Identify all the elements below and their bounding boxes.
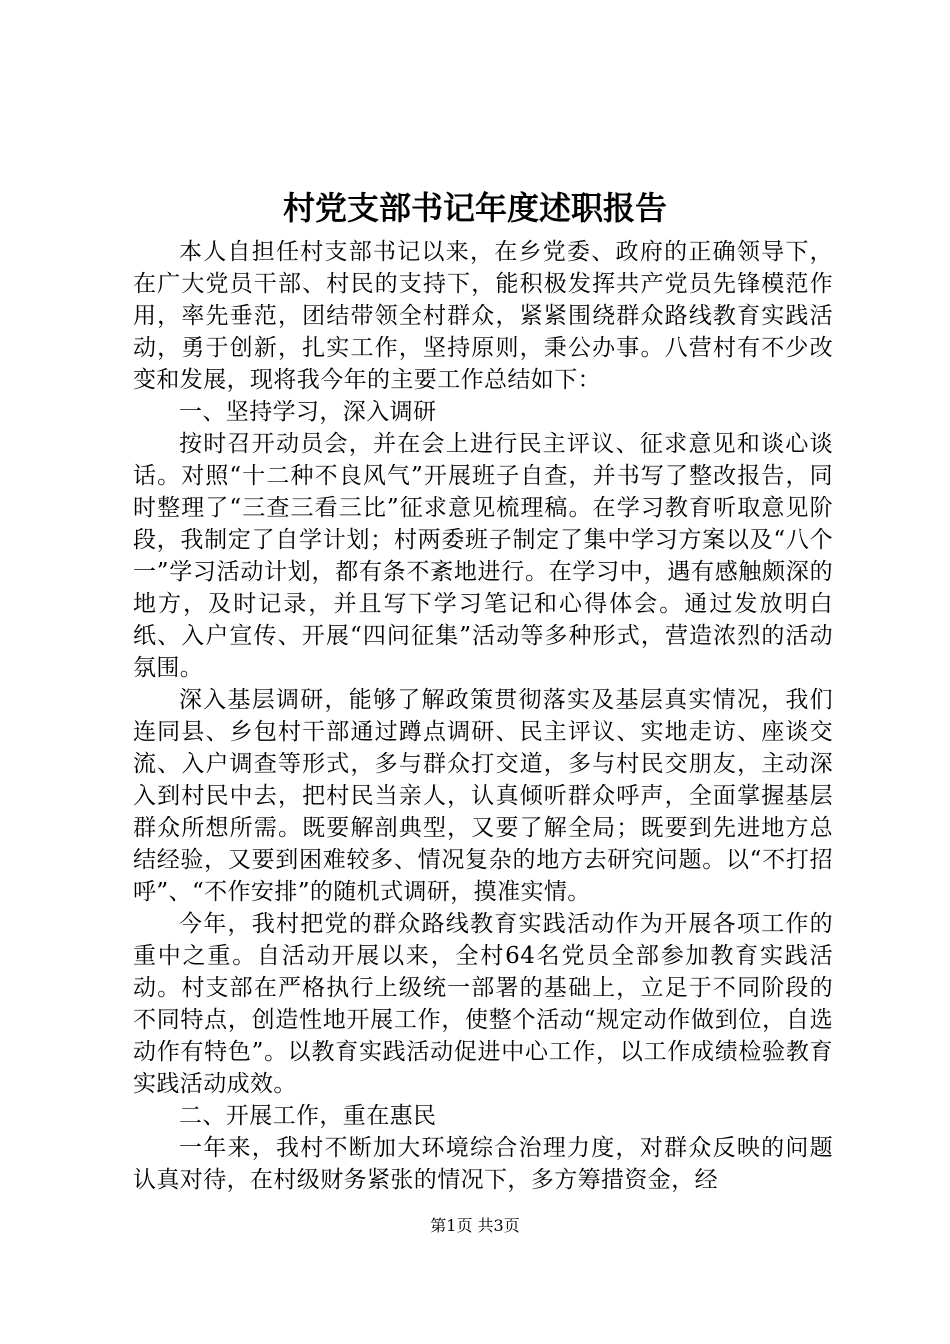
page-number-footer: 第1页 共3页 xyxy=(430,1216,520,1235)
paragraph-research: 深入基层调研，能够了解政策贯彻落实及基层真实情况，我们连同县、乡包村干部通过蹲点调研、民主评议、实地走访、座谈交流、入户调查等形式，多与群众打交道，多与村民交朋友，主动深入到村民中去，把村民当亲人，认真倾听群众呼声，全面掌握基层群众所想所需。既要解剖典型，又要了解全局；既要到先进地方总结经验，又要到困难较多、情况复杂的地方去研究问题。以“不打招呼”、“不作安排”的随机式调研，摸准实情。 xyxy=(133,687,833,905)
document-title: 村党支部书记年度述职报告 xyxy=(282,189,667,227)
paragraph-intro: 本人自担任村支部书记以来，在乡党委、政府的正确领导下，在广大党员干部、村民的支持下，能积极发挥共产党员先锋模范作用，率先垂范，团结带领全村群众，紧紧围绕群众路线教育实践活动，勇于创新，扎实工作，坚持原则，秉公办事。八营村有不少改变和发展，现将我今年的主要工作总结如下： xyxy=(133,239,833,393)
paragraph-environment: 一年来，我村不断加大环境综合治理力度，对群众反映的问题认真对待，在村级财务紧张的情况下，多方筹措资金，经 xyxy=(133,1135,833,1193)
paragraph-campaign: 今年，我村把党的群众路线教育实践活动作为开展各项工作的重中之重。自活动开展以来，全村64名党员全部参加教育实践活动。村支部在严格执行上级统一部署的基础上，立足于不同阶段的不同特点，创造性地开展工作，使整个活动“规定动作做到位，自选动作有特色”。以教育实践活动促进中心工作，以工作成绩检验教育实践活动成效。 xyxy=(133,911,833,1097)
section-heading-1: 一、坚持学习，深入调研 xyxy=(179,399,437,425)
paragraph-study: 按时召开动员会，并在会上进行民主评议、征求意见和谈心谈话。对照“十二种不良风气”开展班子自查，并书写了整改报告，同时整理了“三查三看三比”征求意见梳理稿。在学习教育听取意见阶段，我制定了自学计划；村两委班子制定了集中学习方案以及“八个一”学习活动计划，都有条不紊地进行。在学习中，遇有感触颇深的地方，及时记录，并且写下学习笔记和心得体会。通过发放明白纸、入户宣传、开展“四问征集”活动等多种形式，营造浓烈的活动氛围。 xyxy=(133,431,833,681)
document-body xyxy=(133,236,833,1196)
section-heading-2: 二、开展工作，重在惠民 xyxy=(179,1103,437,1129)
